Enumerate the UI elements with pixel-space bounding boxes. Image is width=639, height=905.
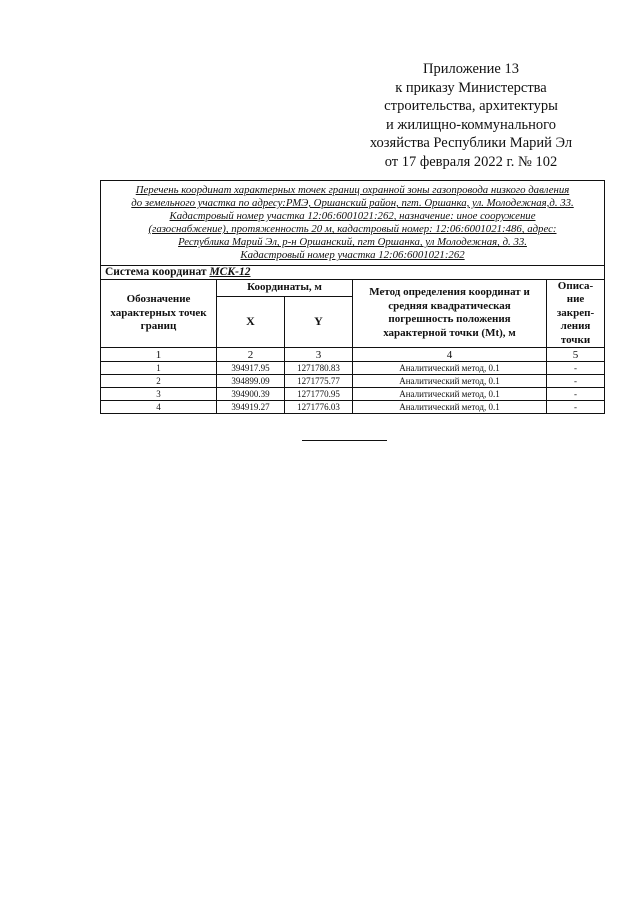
column-number: 1 — [101, 348, 217, 362]
table-row — [101, 401, 605, 414]
header-y: Y — [285, 296, 353, 347]
column-numbers-row — [101, 348, 605, 362]
caption-line: Перечень координат характерных точек границ охранной зоны газопровода низкого давления — [135, 184, 570, 196]
header-point: Обозначение характерных точек границ — [101, 279, 217, 348]
coordinate-system-label: Система координат — [105, 265, 210, 278]
header-x: X — [217, 296, 285, 347]
appendix-line: хозяйства Республики Марий Эл — [369, 135, 573, 152]
table-caption — [101, 181, 605, 266]
header-method: Метод определения координат и средняя квадратическая погрешность положения характерной точки (Mt), м — [353, 279, 547, 348]
appendix-line: к приказу Министерства — [395, 79, 547, 96]
cell-point: 2 — [101, 375, 217, 388]
column-number: 4 — [353, 348, 547, 362]
cell-y: 1271776.03 — [285, 401, 353, 414]
cell-point: 4 — [101, 401, 217, 414]
coordinates-table — [100, 180, 605, 414]
cell-method: Аналитический метод, 0.1 — [353, 362, 547, 375]
cell-x: 394900.39 — [217, 388, 285, 401]
header-coordinates: Координаты, м — [217, 279, 353, 296]
cell-fixing: - — [547, 401, 605, 414]
appendix-line: и жилищно-коммунального — [385, 116, 557, 133]
cell-x: 394899.09 — [217, 375, 285, 388]
cell-fixing: - — [547, 362, 605, 375]
cell-fixing: - — [547, 388, 605, 401]
header-fixing: Описа-ние закреп-ления точки — [547, 279, 605, 348]
appendix-line: Приложение 13 — [423, 61, 519, 77]
cell-method: Аналитический метод, 0.1 — [353, 401, 547, 414]
cell-y: 1271770.95 — [285, 388, 353, 401]
caption-line: Кадастровый номер участка 12:06:6001021:262 — [240, 249, 465, 262]
caption-line: Кадастровый номер участка 12:06:6001021:262, назначение: иное сооружение — [169, 210, 536, 223]
cell-fixing: - — [547, 375, 605, 388]
cell-y: 1271780.83 — [285, 362, 353, 375]
table-row — [101, 362, 605, 375]
caption-line: до земельного участка по адресу:РМЭ, Оршанский район, пгт. Оршанка, ул. Молодежная,д. 33. — [131, 197, 574, 210]
cell-point: 1 — [101, 362, 217, 375]
table-row — [101, 388, 605, 401]
cell-y: 1271775.77 — [285, 375, 353, 388]
table-row — [101, 375, 605, 388]
cell-method: Аналитический метод, 0.1 — [353, 375, 547, 388]
cell-x: 394917.95 — [217, 362, 285, 375]
cell-point: 3 — [101, 388, 217, 401]
caption-line: (газоснабжение), протяженность 20 м, кадастровый номер: 12:06:6001021:486, адрес: — [148, 223, 557, 236]
appendix-header — [360, 60, 582, 172]
cell-method: Аналитический метод, 0.1 — [353, 388, 547, 401]
caption-line: Республика Марий Эл, р-н Оршанский, пгт Оршанка, ул Молодежная, д. 33. — [178, 236, 527, 249]
cell-x: 394919.27 — [217, 401, 285, 414]
appendix-line: строительства, архитектуры — [384, 98, 558, 115]
appendix-line: от 17 февраля 2022 г. № 102 — [384, 153, 558, 170]
column-number: 3 — [285, 348, 353, 362]
column-number: 5 — [547, 348, 605, 362]
coordinate-system — [101, 265, 605, 279]
coordinate-system-value: МСК-12 — [209, 265, 251, 278]
column-number: 2 — [217, 348, 285, 362]
signature-line — [302, 440, 387, 441]
